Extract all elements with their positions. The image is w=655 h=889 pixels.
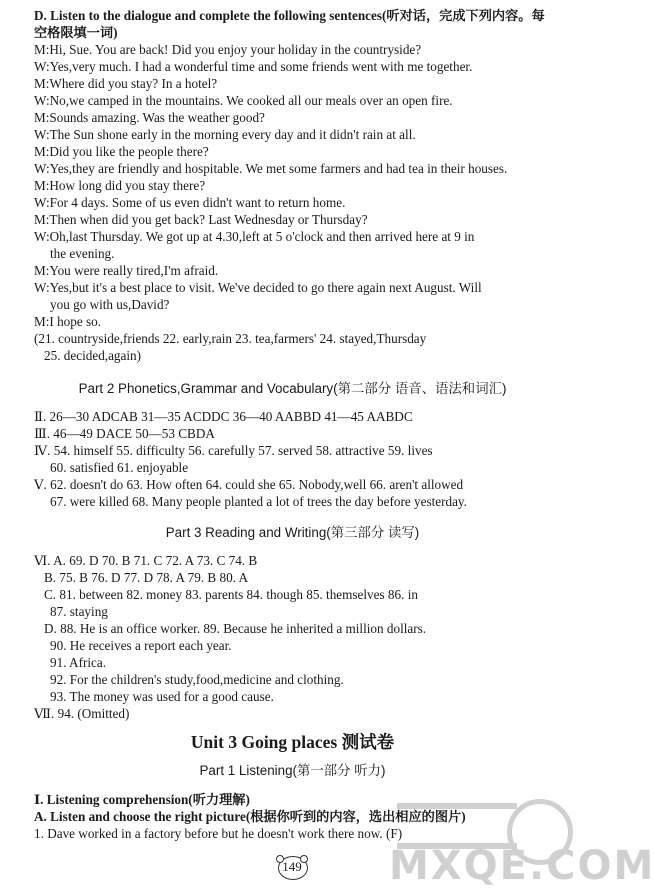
answer-line: Ⅱ. 26—30 ADCAB 31—35 ACDDC 36—40 AABBD 41—45 AABDC	[34, 409, 413, 424]
watermark-text: MXQE.COM	[389, 842, 655, 889]
answer-line: 93. The money was used for a good cause.	[50, 689, 274, 704]
answer-line: Ⅴ. 62. doesn't do 63. How often 64. could she 65. Nobody,well 66. aren't allowed	[34, 477, 464, 492]
section-d-heading: D. Listen to the dialogue and complete the following sentences(听对话，完成下列内容。每	[34, 8, 545, 23]
answer-line: 67. were killed 68. Many people planted a lot of trees the day before yesterday.	[50, 494, 467, 509]
dialogue-line: W:Yes,but it's a best place to visit. We've decided to go there again next August. Will	[34, 280, 482, 295]
answer-line: 87. staying	[50, 604, 108, 619]
dialogue-line: W:No,we camped in the mountains. We cooked all our meals over an open fire.	[34, 93, 453, 108]
dialogue-line: W:Oh,last Thursday. We got up at 4.30,left at 5 o'clock and then arrived here at 9 in	[34, 229, 475, 244]
answer-line: 90. He receives a report each year.	[50, 638, 232, 653]
answers-21-24: (21. countryside,friends 22. early,rain 23. tea,farmers' 24. stayed,Thursday	[34, 331, 427, 346]
answer-line: C. 81. between 82. money 83. parents 84. though 85. themselves 86. in	[44, 587, 418, 602]
answer-line: Ⅶ. 94. (Omitted)	[34, 706, 130, 721]
dialogue-line: W:Yes,very much. I had a wonderful time and some friends went with me together.	[34, 59, 473, 74]
part-2-title: Part 2 Phonetics,Grammar and Vocabulary(第二部分 语音、语法和词汇)	[78, 381, 507, 396]
dialogue-line: M:I hope so.	[34, 314, 102, 329]
dialogue-line: M:Hi, Sue. You are back! Did you enjoy your holiday in the countryside?	[34, 42, 422, 57]
part-3-title: Part 3 Reading and Writing(第三部分 读写)	[165, 525, 420, 540]
dialogue-line: M:Did you like the people there?	[34, 144, 209, 159]
dialogue-line: M:How long did you stay there?	[34, 178, 206, 193]
answer-line: B. 75. B 76. D 77. D 78. A 79. B 80. A	[44, 570, 249, 585]
answer-line: 91. Africa.	[50, 655, 107, 670]
dialogue-line: W:Yes,they are friendly and hospitable. We met some farmers and had tea in their houses.	[34, 161, 508, 176]
dialogue-line: W:The Sun shone early in the morning every day and it didn't rain at all.	[34, 127, 416, 142]
section-a-heading: A. Listen and choose the right picture(根据你听到的内容，选出相应的图片)	[34, 809, 466, 824]
dialogue-line: you go with us,David?	[50, 297, 170, 312]
dialogue-line: the evening.	[50, 246, 115, 261]
unit-3-part-1-title: Part 1 Listening(第一部分 听力)	[199, 763, 386, 778]
answer-line: 60. satisfied 61. enjoyable	[50, 460, 189, 475]
dialogue-line: M:Sounds amazing. Was the weather good?	[34, 110, 265, 125]
question-1: 1. Dave worked in a factory before but he doesn't work there now. (F)	[34, 826, 403, 841]
answers-25: 25. decided,again)	[44, 348, 142, 363]
dialogue-line: M:You were really tired,I'm afraid.	[34, 263, 219, 278]
answer-line: 92. For the children's study,food,medicine and clothing.	[50, 672, 344, 687]
page-number-text: 149	[282, 859, 302, 874]
answer-line: Ⅵ. A. 69. D 70. B 71. C 72. A 73. C 74. B	[34, 553, 258, 568]
answer-line: D. 88. He is an office worker. 89. Because he inherited a million dollars.	[44, 621, 427, 636]
dialogue-line: M:Then when did you get back? Last Wednesday or Thursday?	[34, 212, 368, 227]
answer-line: Ⅲ. 46—49 DACE 50—53 CBDA	[34, 426, 215, 441]
answer-line: Ⅳ. 54. himself 55. difficulty 56. carefully 57. served 58. attractive 59. lives	[34, 443, 433, 458]
dialogue-line: W:For 4 days. Some of us even didn't want to return home.	[34, 195, 346, 210]
section-d-heading-cont: 空格限填一词)	[34, 25, 118, 40]
unit-3-title: Unit 3 Going places 测试卷	[190, 732, 395, 752]
section-1-heading: Ⅰ. Listening comprehension(听力理解)	[34, 792, 250, 807]
dialogue-line: M:Where did you stay? In a hotel?	[34, 76, 218, 91]
page-number	[270, 855, 314, 879]
